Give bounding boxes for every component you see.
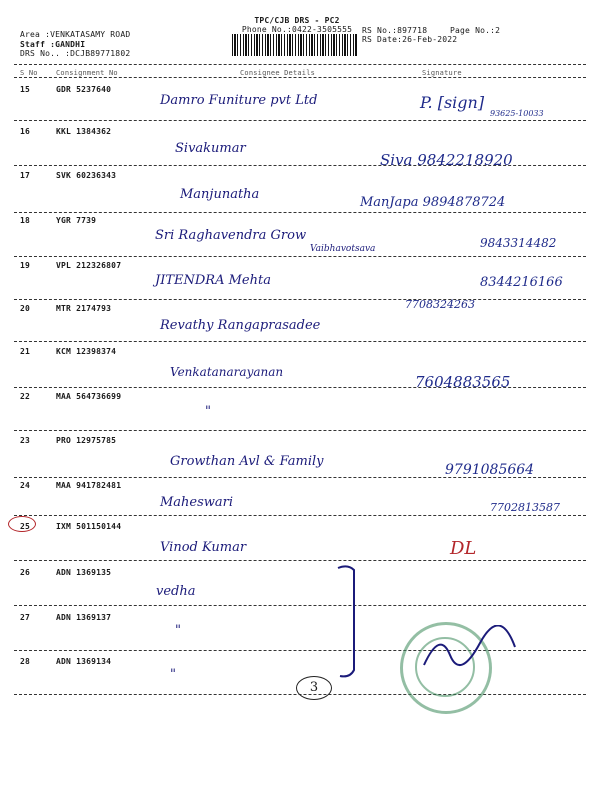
consignee-name: JITENDRA Mehta — [155, 273, 271, 288]
row-consignment: VPL 212326807 — [56, 261, 122, 270]
drs-number: DRS No.. :DCJB89771802 — [20, 49, 131, 58]
circled-count: 3 — [296, 676, 332, 700]
row-consignment: MAA 564736699 — [56, 392, 122, 401]
row-consignment: PRO 12975785 — [56, 436, 117, 445]
row-sno: 18 — [20, 216, 31, 225]
signature: 8344216166 — [480, 275, 563, 290]
signature-phone: 93625-10033 — [490, 109, 544, 118]
signature: 7604883565 — [415, 373, 511, 391]
row-sno: 23 — [20, 436, 31, 445]
row-consignment: ADN 1369137 — [56, 613, 112, 622]
consignee-name: vedha — [156, 584, 196, 599]
divider — [14, 341, 586, 342]
row-sno: 21 — [20, 347, 31, 356]
signature: Siva 9842218920 — [380, 151, 513, 169]
row-consignment: GDR 5237640 — [56, 85, 112, 94]
row-consignment: ADN 1369135 — [56, 568, 112, 577]
row-sno: 24 — [20, 481, 31, 490]
col-signature: Signature — [422, 69, 462, 77]
header-left — [20, 30, 130, 59]
divider — [14, 212, 586, 213]
header-center — [232, 16, 362, 34]
signature: 7708324263 — [405, 298, 475, 311]
divider — [14, 515, 586, 516]
divider — [14, 299, 586, 300]
row-consignment: SVK 60236343 — [56, 171, 117, 180]
divider — [14, 477, 586, 478]
doc-title: TPC/CJB DRS - PC2 — [254, 16, 340, 25]
consignee-name: Damro Funiture pvt Ltd — [160, 93, 318, 108]
col-consignment: Consignment No — [56, 69, 118, 77]
stamp-signature — [420, 625, 530, 675]
consignee-name: Venkatanarayanan — [170, 365, 284, 379]
barcode-image — [232, 34, 358, 56]
col-consignee: Consignee Details — [240, 69, 316, 77]
consignee-name: " — [175, 623, 181, 638]
area-label: Area :VENKATASAMY ROAD — [20, 30, 131, 39]
row-sno: 19 — [20, 261, 31, 270]
divider — [14, 120, 586, 121]
row-consignment: MTR 2174793 — [56, 304, 112, 313]
consignee-name: Sri Raghavendra Grow — [155, 228, 307, 243]
row-sno: 22 — [20, 392, 31, 401]
signature: 7702813587 — [490, 501, 560, 514]
signature: 9791085664 — [445, 462, 535, 478]
consignee-name: Sivakumar — [175, 141, 246, 156]
phone-number: Phone No.:0422-3505555 — [241, 25, 353, 34]
divider — [14, 387, 586, 388]
row-sno: 17 — [20, 171, 31, 180]
divider — [14, 77, 586, 78]
staff-label: Staff :GANDHI — [20, 39, 86, 49]
consignee-name: " — [205, 404, 211, 419]
consignee-name: Vinod Kumar — [160, 540, 247, 555]
col-sno: S No — [20, 69, 38, 77]
header-right — [362, 26, 457, 44]
consignee-name: Growthan Avl & Family — [170, 454, 324, 469]
row-sno: 27 — [20, 613, 31, 622]
divider — [14, 560, 586, 561]
divider — [14, 256, 586, 257]
page-number: Page No.:2 — [450, 26, 501, 35]
row-sno: 20 — [20, 304, 31, 313]
divider — [14, 64, 586, 65]
row-consignment: YGR 7739 — [56, 216, 97, 225]
row-consignment: MAA 941782481 — [56, 481, 122, 490]
bracket-mark — [320, 560, 370, 690]
row-sno: 25 — [20, 522, 31, 531]
consignee-name: Manjunatha — [180, 187, 260, 202]
divider — [14, 605, 586, 606]
signature: 9843314482 — [480, 236, 557, 250]
signature: P. [sign] — [420, 93, 485, 112]
consignee-name: Maheswari — [160, 495, 234, 510]
signature: ManJapa 9894878724 — [360, 195, 506, 210]
row-sno: 26 — [20, 568, 31, 577]
row-consignment: KKL 1384362 — [56, 127, 112, 136]
rs-date: RS Date:26-Feb-2022 — [362, 35, 458, 44]
divider — [14, 430, 586, 431]
row-consignment: IXM 501150144 — [56, 522, 122, 531]
consignee-name: " — [170, 667, 176, 682]
row-sno: 16 — [20, 127, 31, 136]
consignee-name: Revathy Rangaprasadee — [160, 318, 321, 333]
row-consignment: ADN 1369134 — [56, 657, 112, 666]
signature: DL — [450, 538, 477, 559]
row-consignment: KCM 12398374 — [56, 347, 117, 356]
row-sno: 15 — [20, 85, 31, 94]
divider — [14, 165, 586, 166]
rs-number: RS No.:897718 — [362, 26, 428, 35]
consignee-name-line2: Vaibhavotsava — [310, 244, 376, 254]
row-sno: 28 — [20, 657, 31, 666]
